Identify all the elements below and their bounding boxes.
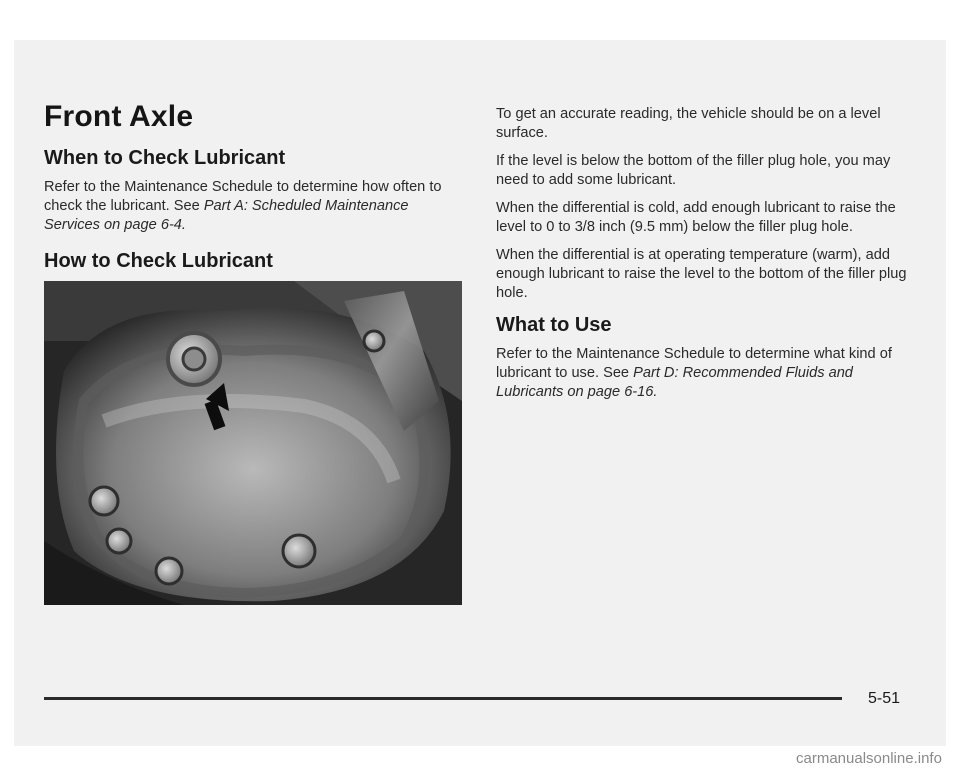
when-paragraph xyxy=(44,178,464,235)
paragraph-cold: When the differential is cold, add enough lubricant to raise the level to 0 to 3/8 inch (9.5 mm) below the filler plug hole. xyxy=(496,200,896,235)
page-number: 5-51 xyxy=(868,690,901,707)
what-reference: Part D: Recommended Fluids and Lubricants on page 6-16. xyxy=(496,365,853,400)
paragraph-below-level: If the level is below the bottom of the filler plug hole, you may need to add some lubricant. xyxy=(496,153,891,188)
when-reference: Part A: Scheduled Maintenance Services on page 6-4. xyxy=(44,198,409,233)
footer-rule xyxy=(44,697,842,700)
when-text: Refer to the Maintenance Schedule to determine how often to check the lubricant. See xyxy=(44,179,442,214)
paragraph-warm: When the differential is at operating temperature (warm), add enough lubricant to raise the level to the bottom of the filler plug hole. xyxy=(496,247,907,301)
what-paragraph xyxy=(496,345,920,402)
right-column xyxy=(496,105,920,411)
how-heading: How to Check Lubricant xyxy=(44,250,273,272)
when-heading: When to Check Lubricant xyxy=(44,147,286,169)
section-title: Front Axle xyxy=(44,100,194,133)
what-text: Refer to the Maintenance Schedule to determine what kind of lubricant to use. See xyxy=(496,346,892,381)
what-heading: What to Use xyxy=(496,314,612,336)
left-column xyxy=(44,100,464,605)
differential-photo xyxy=(44,281,462,605)
watermark: carmanualsonline.info xyxy=(796,750,942,767)
paragraph-level-surface: To get an accurate reading, the vehicle should be on a level surface. xyxy=(496,106,881,141)
